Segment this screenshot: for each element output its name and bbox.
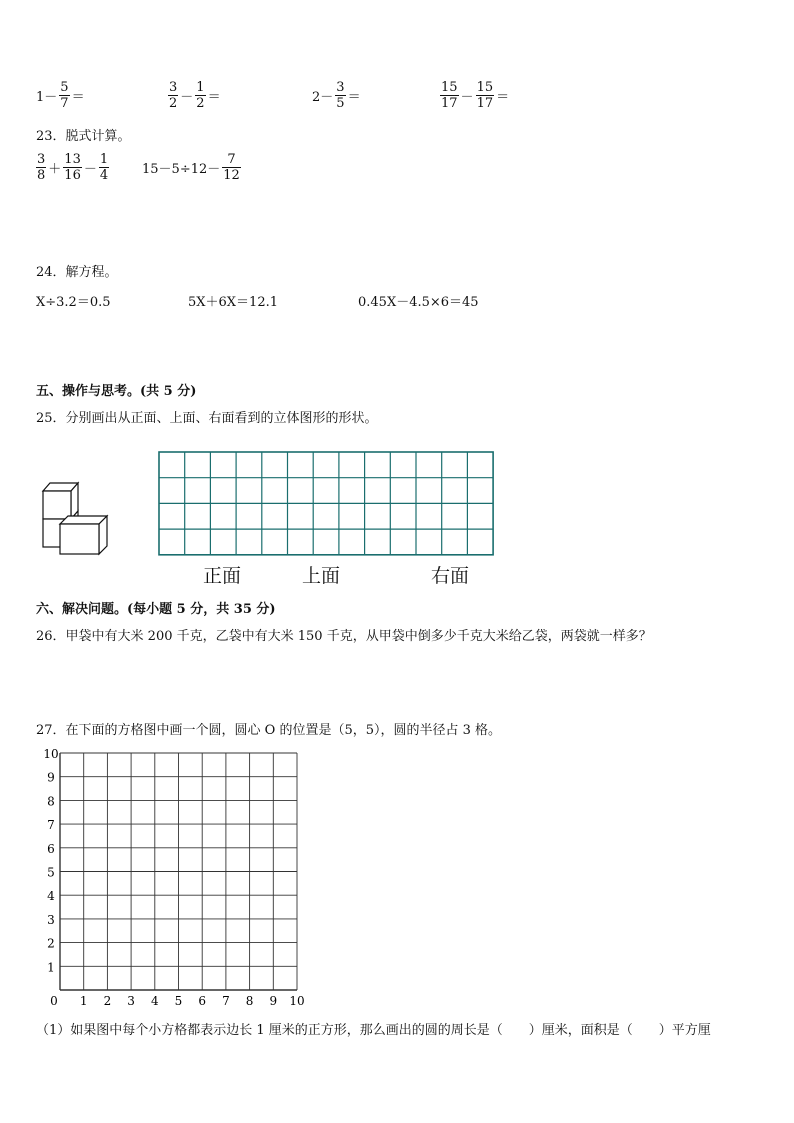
numerator: 3 [336,80,345,95]
numerator: 15 [441,80,458,95]
section-6-title: 六、解决问题。(每小题 5 分，共 35 分) [36,602,276,617]
y-tick-label: 8 [47,794,55,809]
y-tick-label: 9 [47,770,55,785]
q25-drawing-grid[interactable] [157,450,497,558]
operator: － [460,90,474,105]
denominator: 5 [336,96,345,111]
fraction [99,152,109,183]
fraction [476,80,495,111]
numerator: 1 [99,152,109,167]
numerator: 1 [196,80,205,95]
y-tick-label: 4 [47,889,55,904]
q23-expr-2-pre: 15－5÷12－ [142,162,221,177]
q23-expr-1 [36,152,109,183]
denominator: 17 [441,96,458,111]
label-right-view: 右面 [431,565,470,587]
q27-sub-question-1: （1）如果图中每个小方格都表示边长 1 厘米的正方形，那么画出的圆的周长是（ ）厘米，面积是（ ）平方厘 [36,1023,711,1038]
fraction [59,80,69,111]
y-tick-label: 10 [43,747,59,761]
label-front-view: 正面 [203,565,242,587]
numerator: 13 [64,152,81,167]
fraction [36,152,46,183]
fraction [168,80,178,111]
x-tick-label: 1 [79,994,88,1008]
q26-title: 26．甲袋中有大米 200 千克，乙袋中有大米 150 千克，从甲袋中倒多少千克大米给乙袋，两袋就一样多？ [36,629,652,644]
label-top-view: 上面 [302,565,341,587]
equals-sign: ＝ [496,90,510,105]
numerator: 3 [169,80,178,95]
y-tick-label: 2 [47,936,55,951]
x-tick-label: 0 [50,994,58,1008]
x-tick-label: 3 [127,994,135,1008]
q22-item-1 [36,80,85,111]
x-tick-label: 5 [174,994,183,1008]
q23-expr-2 [142,152,241,183]
y-tick-label: 3 [47,912,55,927]
numerator: 5 [60,80,69,95]
cube-stack-figure [38,478,112,558]
q22-item-1-pre: 1－ [36,90,58,105]
x-tick-label: 2 [103,994,112,1008]
fraction [440,80,459,111]
numerator: 7 [222,152,241,168]
y-tick-label: 7 [47,818,55,833]
q24-equation-2: 5X＋6X＝12.1 [188,295,278,310]
q24-equation-3: 0.45X－4.5×6＝45 [358,295,479,310]
numerator: 3 [37,152,46,167]
denominator: 17 [476,96,494,111]
q22-item-2 [168,80,221,111]
section-5-title: 五、操作与思考。(共 5 分) [36,384,197,399]
operator: － [83,162,97,177]
cube-front-face [60,524,99,554]
denominator: 2 [196,96,205,111]
y-tick-label: 1 [47,960,55,975]
x-tick-label: 7 [222,994,230,1008]
y-tick-label: 5 [47,865,55,880]
denominator: 7 [60,96,69,111]
denominator: 4 [99,168,109,183]
cube-front-face [43,491,71,519]
operator: ＋ [48,162,62,177]
q24-title: 24．解方程。 [36,265,118,280]
q22-item-3 [312,80,361,111]
equals-sign: ＝ [71,90,85,105]
q22-item-3-pre: 2－ [312,90,334,105]
x-tick-label: 8 [245,994,254,1008]
x-tick-label: 4 [150,994,159,1008]
fraction [63,152,82,183]
denominator: 2 [169,96,178,111]
q27-coordinate-grid[interactable] [38,742,310,1008]
x-tick-label: 6 [198,994,207,1008]
fraction [222,152,241,183]
denominator: 16 [64,168,81,183]
fraction [335,80,345,111]
operator: － [180,90,194,105]
equals-sign: ＝ [347,90,361,105]
numerator: 15 [476,80,494,95]
x-tick-label: 10 [289,994,305,1008]
q27-title: 27．在下面的方格图中画一个圆，圆心 O 的位置是（5，5），圆的半径占 3 格。 [36,723,502,738]
y-tick-label: 6 [47,841,55,856]
q24-equation-1: X÷3.2＝0.5 [36,295,111,310]
equals-sign: ＝ [207,90,221,105]
x-tick-label: 9 [269,994,278,1008]
fraction [195,80,205,111]
q23-title: 23．脱式计算。 [36,129,131,144]
q22-item-4 [440,80,509,111]
denominator: 8 [37,168,46,183]
denominator: 12 [223,168,240,183]
q25-title: 25．分别画出从正面、上面、右面看到的立体图形的形状。 [36,411,378,426]
